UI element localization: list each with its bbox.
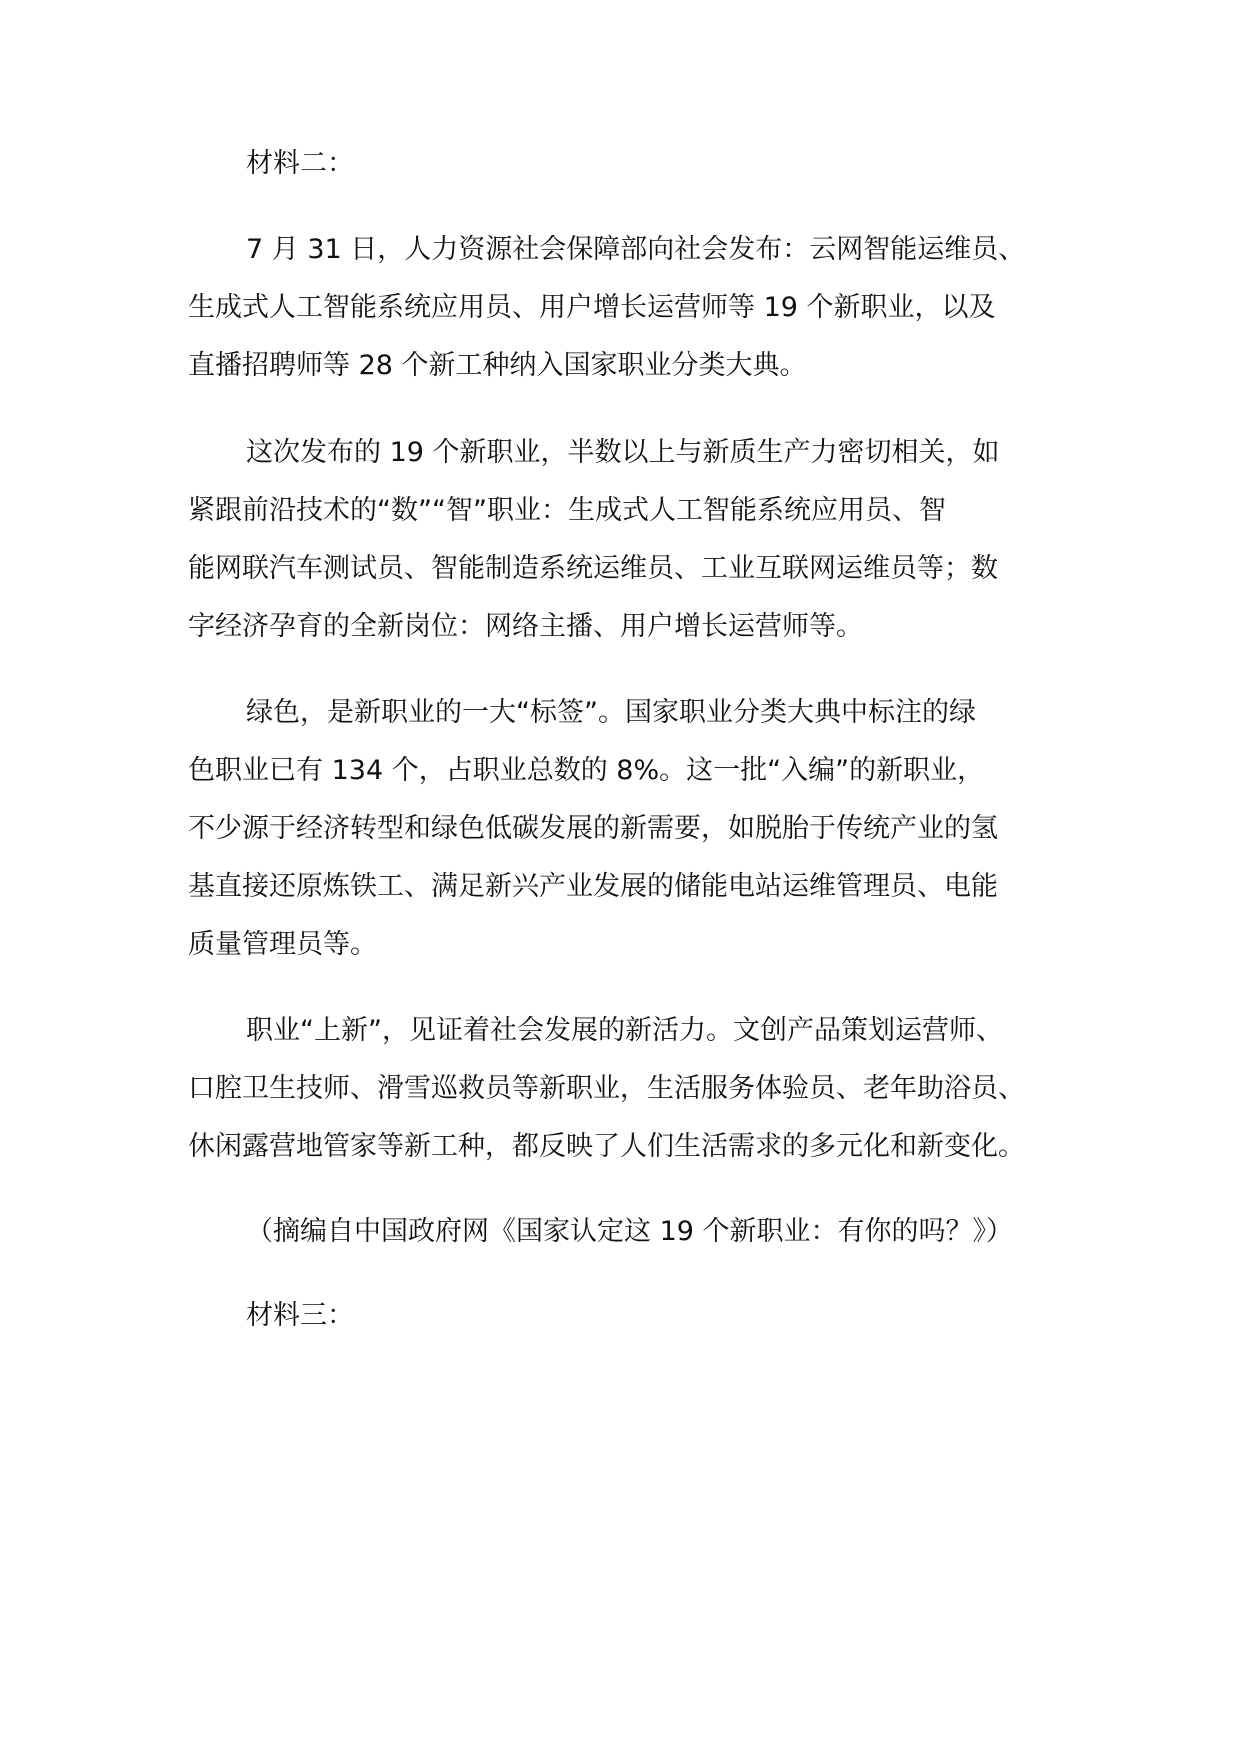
paragraph-2-line-4: 字经济孕育的全新岗位：网络主播、用户增长运营师等。 (188, 611, 863, 642)
paragraph-4-line-1: 职业“上新”，见证着社会发展的新活力。文创产品策划运营师、 (246, 1015, 1003, 1046)
paragraph-2-line-1: 这次发布的 19 个新职业，半数以上与新质生产力密切相关，如 (246, 437, 1000, 468)
material-two-heading: 材料二： (246, 148, 354, 179)
paragraph-3-line-5: 质量管理员等。 (188, 929, 377, 960)
material-three-heading: 材料三： (246, 1300, 354, 1331)
paragraph-4-line-2: 口腔卫生技师、滑雪巡救员等新职业，生活服务体验员、老年助浴员、 (188, 1073, 1025, 1104)
paragraph-3-line-1: 绿色，是新职业的一大“标签”。国家职业分类大典中标注的绿 (246, 697, 976, 728)
paragraph-3-line-2: 色职业已有 134 个，占职业总数的 8%。这一批“入编”的新职业， (188, 755, 985, 786)
paragraph-1-line-2: 生成式人工智能系统应用员、用户增长运营师等 19 个新职业，以及 (188, 292, 996, 323)
paragraph-1-line-1: 7 月 31 日，人力资源社会保障部向社会发布：云网智能运维员、 (246, 234, 1026, 265)
paragraph-1-line-3: 直播招聘师等 28 个新工种纳入国家职业分类大典。 (188, 350, 807, 381)
paragraph-4-line-3: 休闲露营地管家等新工种，都反映了人们生活需求的多元化和新变化。 (188, 1131, 1025, 1162)
source-citation: （摘编自中国政府网《国家认定这 19 个新职业：有你的吗？》） (246, 1216, 1014, 1247)
paragraph-3-line-3: 不少源于经济转型和绿色低碳发展的新需要，如脱胎于传统产业的氢 (188, 813, 998, 844)
paragraph-3-line-4: 基直接还原炼铁工、满足新兴产业发展的储能电站运维管理员、电能 (188, 871, 998, 902)
paragraph-2-line-2: 紧跟前沿技术的“数”“智”职业：生成式人工智能系统应用员、智 (188, 495, 946, 526)
paragraph-2-line-3: 能网联汽车测试员、智能制造系统运维员、工业互联网运维员等；数 (188, 553, 998, 584)
